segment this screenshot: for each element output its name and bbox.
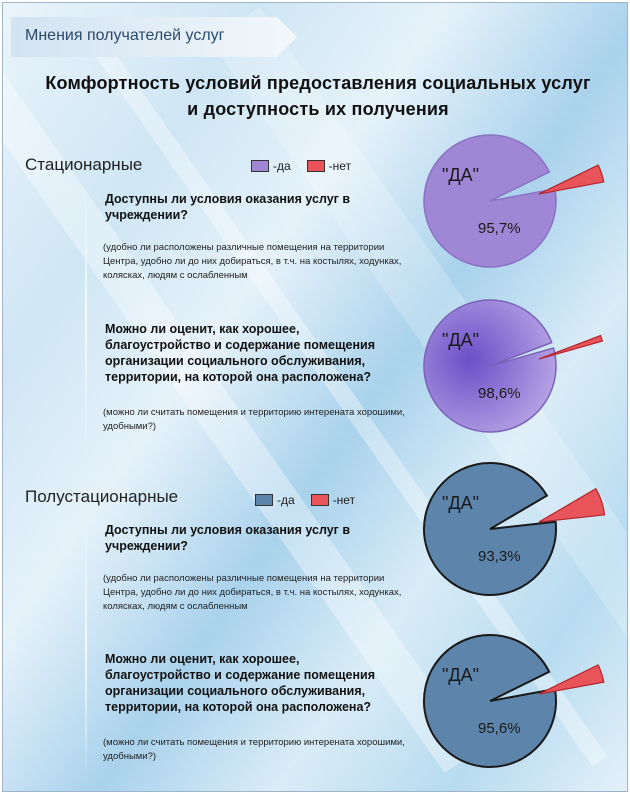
pie-value-label: 95,7% [478, 220, 521, 237]
legend-semi-stationary [255, 493, 355, 507]
section-title-stationary: Стационарные [25, 155, 143, 174]
pie-chart-stationary-improvement [415, 298, 615, 443]
legend-swatch-yes [251, 160, 269, 172]
legend-swatch-no [311, 494, 329, 506]
pie-value-label: 98,6% [478, 385, 521, 402]
divider-line [85, 515, 87, 785]
pie-chart-semi-improvement [415, 633, 615, 778]
question-note: (можно ли считать помещения и территорию интерената хорошими, удобными?) [103, 737, 405, 762]
legend-label-no: -нет [328, 159, 352, 173]
divider-line [85, 183, 87, 453]
pie-chart-stationary-accessibility [415, 133, 615, 278]
legend-label-yes: -да [273, 159, 291, 173]
header-tab [11, 17, 297, 57]
question-note: (можно ли считать помещения и территорию интерената хорошими, удобными?) [103, 407, 405, 432]
pie-label-yes: "ДА" [442, 330, 479, 350]
question-improvement: Можно ли оценит, как хорошее, благоустройство и содержание помещения организации социального обслуживания, территории, на которой она расположена? [105, 322, 375, 384]
question-note: (удобно ли расположены различные помещения на территории Центра, удобно ли до них добираться, в т.ч. на костылях, ходунках, колясках, людям с ослабленным [103, 242, 402, 281]
pie-value-label: 95,6% [478, 720, 521, 737]
page-title-line2: и доступность их получения [187, 99, 449, 119]
pie-label-yes: "ДА" [442, 493, 479, 513]
question-accessibility: Доступны ли условия оказания услуг в учреждении? [105, 192, 351, 222]
legend-label-no: -нет [332, 493, 356, 507]
page-title-line1: Комфортность условий предоставления социальных услуг [45, 73, 591, 93]
question-improvement: Можно ли оценит, как хорошее, благоустройство и содержание помещения организации социального обслуживания, территории, на которой она расположена? [105, 652, 375, 714]
section-title-semi-stationary: Полустационарные [25, 487, 179, 506]
pie-chart-semi-accessibility [415, 461, 615, 606]
pie-slice-yes [424, 635, 556, 767]
legend-stationary [251, 159, 351, 173]
pie-slice-yes [424, 300, 556, 432]
infographic-page [2, 2, 628, 792]
legend-label-yes: -да [277, 493, 295, 507]
legend-swatch-yes [255, 494, 273, 506]
pie-slice-yes [424, 463, 556, 595]
pie-label-yes: "ДА" [442, 665, 479, 685]
legend-swatch-no [307, 160, 325, 172]
pie-slice-yes [424, 135, 556, 267]
header-tab-label: Мнения получателей услуг [25, 27, 225, 44]
question-accessibility: Доступны ли условия оказания услуг в учреждении? [105, 523, 351, 553]
pie-label-yes: "ДА" [442, 165, 479, 185]
pie-slice-no [539, 489, 605, 522]
question-note: (удобно ли расположены различные помещения на территории Центра, удобно ли до них добираться, в т.ч. на костылях, ходунках, колясках, людям с ослабленным [103, 573, 402, 612]
pie-value-label: 93,3% [478, 548, 521, 565]
